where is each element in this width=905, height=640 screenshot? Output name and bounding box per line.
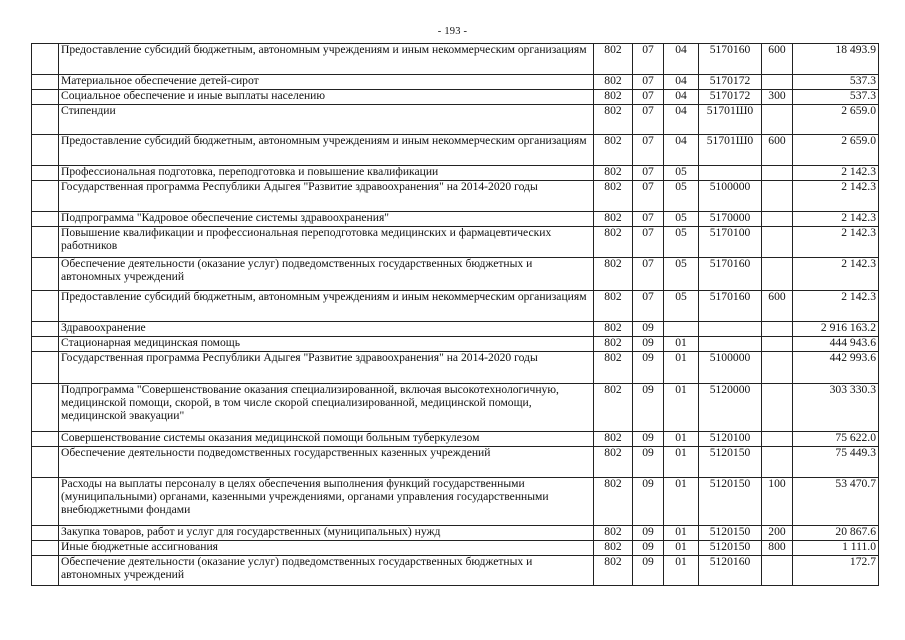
expense-kind-cell: 600: [762, 44, 793, 75]
table-row: [32, 526, 879, 541]
target-article-cell: 5120100: [699, 432, 762, 447]
ministry-code-cell: 802: [594, 556, 633, 586]
section-cell: 09: [633, 447, 664, 478]
expense-kind-cell: [762, 352, 793, 384]
target-article-cell: 5170100: [699, 227, 762, 258]
amount-cell: 537.3: [793, 90, 879, 105]
amount-cell: 2 142.3: [793, 212, 879, 227]
amount-cell: 442 993.6: [793, 352, 879, 384]
expense-kind-cell: [762, 166, 793, 181]
section-cell: 09: [633, 337, 664, 352]
ministry-code-cell: 802: [594, 526, 633, 541]
table-row: [32, 44, 879, 75]
subsection-cell: 01: [664, 432, 699, 447]
expense-kind-cell: 200: [762, 526, 793, 541]
row-marker-cell: [32, 212, 59, 227]
row-marker-cell: [32, 135, 59, 166]
section-cell: 09: [633, 384, 664, 432]
subsection-cell: 01: [664, 556, 699, 586]
row-marker-cell: [32, 478, 59, 526]
table-row: [32, 166, 879, 181]
expense-name-cell: Материальное обеспечение детей-сирот: [59, 75, 594, 90]
subsection-cell: 05: [664, 258, 699, 291]
target-article-cell: 5100000: [699, 352, 762, 384]
amount-cell: 75 622.0: [793, 432, 879, 447]
table-row: [32, 181, 879, 212]
amount-cell: 53 470.7: [793, 478, 879, 526]
amount-cell: 303 330.3: [793, 384, 879, 432]
ministry-code-cell: 802: [594, 90, 633, 105]
section-cell: 09: [633, 541, 664, 556]
amount-cell: 444 943.6: [793, 337, 879, 352]
table-row: [32, 478, 879, 526]
row-marker-cell: [32, 337, 59, 352]
budget-table: [31, 43, 879, 586]
table-row: [32, 135, 879, 166]
section-cell: 09: [633, 432, 664, 447]
expense-name-cell: Предоставление субсидий бюджетным, автономным учреждениям и иным некоммерческим организациям: [59, 291, 594, 322]
ministry-code-cell: 802: [594, 75, 633, 90]
budget-table-body: [32, 44, 879, 586]
expense-kind-cell: [762, 556, 793, 586]
amount-cell: 172.7: [793, 556, 879, 586]
expense-name-cell: Расходы на выплаты персоналу в целях обеспечения выполнения функций государственными (муниципальными) органами, казенными учреждениями, органами управления государственными внебюджетными фондами: [59, 478, 594, 526]
amount-cell: 2 142.3: [793, 258, 879, 291]
row-marker-cell: [32, 526, 59, 541]
subsection-cell: 04: [664, 105, 699, 135]
section-cell: 07: [633, 291, 664, 322]
section-cell: 09: [633, 478, 664, 526]
expense-name-cell: Здравоохранение: [59, 322, 594, 337]
subsection-cell: 05: [664, 227, 699, 258]
target-article-cell: 51701Ш0: [699, 135, 762, 166]
expense-kind-cell: 800: [762, 541, 793, 556]
ministry-code-cell: 802: [594, 447, 633, 478]
expense-kind-cell: [762, 212, 793, 227]
target-article-cell: [699, 337, 762, 352]
row-marker-cell: [32, 291, 59, 322]
amount-cell: 2 142.3: [793, 291, 879, 322]
subsection-cell: 01: [664, 541, 699, 556]
subsection-cell: [664, 322, 699, 337]
row-marker-cell: [32, 258, 59, 291]
ministry-code-cell: 802: [594, 322, 633, 337]
row-marker-cell: [32, 432, 59, 447]
table-row: [32, 322, 879, 337]
section-cell: 07: [633, 212, 664, 227]
subsection-cell: 04: [664, 75, 699, 90]
expense-kind-cell: 300: [762, 90, 793, 105]
table-row: [32, 227, 879, 258]
table-row: [32, 352, 879, 384]
row-marker-cell: [32, 384, 59, 432]
page-number: - 193 -: [437, 26, 468, 37]
subsection-cell: 05: [664, 212, 699, 227]
ministry-code-cell: 802: [594, 541, 633, 556]
expense-name-cell: Подпрограмма "Совершенствование оказания специализированной, включая высокотехнологичную, медицинской помощи, скорой, в том числе скорой специализированной, медицинской помощи, медицинской эвакуации": [59, 384, 594, 432]
subsection-cell: 05: [664, 181, 699, 212]
subsection-cell: 01: [664, 526, 699, 541]
target-article-cell: 5120150: [699, 541, 762, 556]
expense-kind-cell: [762, 75, 793, 90]
subsection-cell: 01: [664, 478, 699, 526]
amount-cell: 2 659.0: [793, 135, 879, 166]
table-row: [32, 212, 879, 227]
expense-kind-cell: [762, 384, 793, 432]
table-row: [32, 541, 879, 556]
amount-cell: 20 867.6: [793, 526, 879, 541]
section-cell: 09: [633, 322, 664, 337]
expense-name-cell: Подпрограмма "Кадровое обеспечение системы здравоохранения": [59, 212, 594, 227]
expense-kind-cell: 600: [762, 135, 793, 166]
subsection-cell: 04: [664, 90, 699, 105]
table-row: [32, 337, 879, 352]
section-cell: 07: [633, 227, 664, 258]
expense-kind-cell: [762, 447, 793, 478]
section-cell: 07: [633, 44, 664, 75]
amount-cell: 1 111.0: [793, 541, 879, 556]
subsection-cell: 04: [664, 44, 699, 75]
subsection-cell: 04: [664, 135, 699, 166]
expense-name-cell: Социальное обеспечение и иные выплаты населению: [59, 90, 594, 105]
row-marker-cell: [32, 322, 59, 337]
expense-kind-cell: 100: [762, 478, 793, 526]
row-marker-cell: [32, 227, 59, 258]
subsection-cell: 01: [664, 337, 699, 352]
expense-kind-cell: [762, 258, 793, 291]
target-article-cell: 5120160: [699, 556, 762, 586]
table-row: [32, 105, 879, 135]
amount-cell: 2 916 163.2: [793, 322, 879, 337]
expense-name-cell: Предоставление субсидий бюджетным, автономным учреждениям и иным некоммерческим организациям: [59, 135, 594, 166]
table-row: [32, 447, 879, 478]
expense-name-cell: Обеспечение деятельности подведомственных государственных казенных учреждений: [59, 447, 594, 478]
amount-cell: 2 142.3: [793, 166, 879, 181]
table-row: [32, 432, 879, 447]
section-cell: 09: [633, 352, 664, 384]
target-article-cell: 5120000: [699, 384, 762, 432]
section-cell: 09: [633, 526, 664, 541]
row-marker-cell: [32, 75, 59, 90]
ministry-code-cell: 802: [594, 135, 633, 166]
ministry-code-cell: 802: [594, 212, 633, 227]
table-row: [32, 384, 879, 432]
target-article-cell: 5120150: [699, 526, 762, 541]
target-article-cell: [699, 166, 762, 181]
expense-name-cell: Государственная программа Республики Адыгея "Развитие здравоохранения" на 2014-2020 годы: [59, 181, 594, 212]
expense-name-cell: Совершенствование системы оказания медицинской помощи больным туберкулезом: [59, 432, 594, 447]
expense-kind-cell: [762, 227, 793, 258]
target-article-cell: 5170172: [699, 75, 762, 90]
subsection-cell: 01: [664, 352, 699, 384]
subsection-cell: 01: [664, 384, 699, 432]
ministry-code-cell: 802: [594, 44, 633, 75]
expense-name-cell: Повышение квалификации и профессиональная переподготовка медицинских и фармацевтических работников: [59, 227, 594, 258]
target-article-cell: 5170160: [699, 44, 762, 75]
ministry-code-cell: 802: [594, 166, 633, 181]
expense-kind-cell: [762, 105, 793, 135]
target-article-cell: 5170000: [699, 212, 762, 227]
expense-kind-cell: [762, 432, 793, 447]
expense-name-cell: Обеспечение деятельности (оказание услуг) подведомственных государственных бюджетных и автономных учреждений: [59, 556, 594, 586]
row-marker-cell: [32, 181, 59, 212]
row-marker-cell: [32, 44, 59, 75]
target-article-cell: 5120150: [699, 447, 762, 478]
table-row: [32, 75, 879, 90]
ministry-code-cell: 802: [594, 337, 633, 352]
amount-cell: 75 449.3: [793, 447, 879, 478]
target-article-cell: 5100000: [699, 181, 762, 212]
section-cell: 09: [633, 556, 664, 586]
amount-cell: 2 659.0: [793, 105, 879, 135]
expense-name-cell: Закупка товаров, работ и услуг для государственных (муниципальных) нужд: [59, 526, 594, 541]
ministry-code-cell: 802: [594, 384, 633, 432]
section-cell: 07: [633, 105, 664, 135]
section-cell: 07: [633, 166, 664, 181]
row-marker-cell: [32, 541, 59, 556]
expense-kind-cell: 600: [762, 291, 793, 322]
row-marker-cell: [32, 90, 59, 105]
section-cell: 07: [633, 135, 664, 166]
target-article-cell: 5170160: [699, 291, 762, 322]
expense-name-cell: Предоставление субсидий бюджетным, автономным учреждениям и иным некоммерческим организациям: [59, 44, 594, 75]
amount-cell: 2 142.3: [793, 181, 879, 212]
subsection-cell: 05: [664, 166, 699, 181]
ministry-code-cell: 802: [594, 227, 633, 258]
table-row: [32, 258, 879, 291]
expense-name-cell: Профессиональная подготовка, переподготовка и повышение квалификации: [59, 166, 594, 181]
target-article-cell: 5120150: [699, 478, 762, 526]
section-cell: 07: [633, 75, 664, 90]
row-marker-cell: [32, 556, 59, 586]
ministry-code-cell: 802: [594, 432, 633, 447]
table-row: [32, 556, 879, 586]
expense-name-cell: Иные бюджетные ассигнования: [59, 541, 594, 556]
ministry-code-cell: 802: [594, 291, 633, 322]
target-article-cell: 51701Ш0: [699, 105, 762, 135]
row-marker-cell: [32, 447, 59, 478]
row-marker-cell: [32, 105, 59, 135]
expense-name-cell: Стипендии: [59, 105, 594, 135]
subsection-cell: 05: [664, 291, 699, 322]
amount-cell: 18 493.9: [793, 44, 879, 75]
ministry-code-cell: 802: [594, 258, 633, 291]
expense-name-cell: Обеспечение деятельности (оказание услуг) подведомственных государственных бюджетных и автономных учреждений: [59, 258, 594, 291]
expense-name-cell: Стационарная медицинская помощь: [59, 337, 594, 352]
section-cell: 07: [633, 181, 664, 212]
row-marker-cell: [32, 352, 59, 384]
expense-name-cell: Государственная программа Республики Адыгея "Развитие здравоохранения" на 2014-2020 годы: [59, 352, 594, 384]
expense-kind-cell: [762, 337, 793, 352]
amount-cell: 537.3: [793, 75, 879, 90]
target-article-cell: 5170172: [699, 90, 762, 105]
section-cell: 07: [633, 258, 664, 291]
target-article-cell: [699, 322, 762, 337]
ministry-code-cell: 802: [594, 181, 633, 212]
ministry-code-cell: 802: [594, 352, 633, 384]
table-row: [32, 291, 879, 322]
expense-kind-cell: [762, 322, 793, 337]
ministry-code-cell: 802: [594, 105, 633, 135]
table-row: [32, 90, 879, 105]
expense-kind-cell: [762, 181, 793, 212]
ministry-code-cell: 802: [594, 478, 633, 526]
target-article-cell: 5170160: [699, 258, 762, 291]
subsection-cell: 01: [664, 447, 699, 478]
amount-cell: 2 142.3: [793, 227, 879, 258]
section-cell: 07: [633, 90, 664, 105]
row-marker-cell: [32, 166, 59, 181]
